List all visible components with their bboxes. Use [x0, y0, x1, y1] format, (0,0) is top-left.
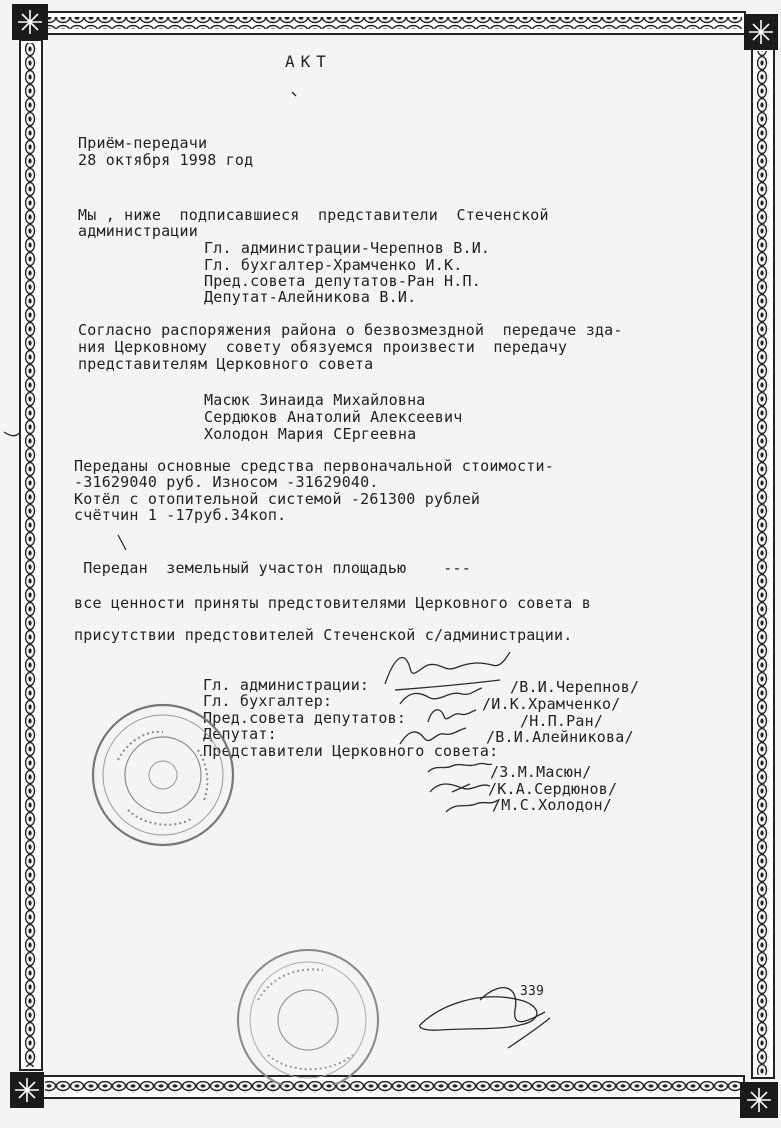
decree-line: ния Церковному совету обязуемся произвести передачу: [78, 338, 568, 356]
decree-line: представителям Церковного совета: [78, 355, 374, 373]
signature-name: /Н.П.Ран/: [520, 712, 604, 730]
signature-role: Гл. администрации:: [203, 676, 370, 694]
land-line: Передан земельный участон площадью ---: [74, 559, 471, 577]
signature-role: Депутат:: [203, 725, 277, 743]
official-line: Пред.совета депутатов-Ран Н.П.: [204, 272, 481, 290]
assets-line: -31629040 руб. Износом -31629040.: [74, 473, 379, 491]
values-line: присутствии предстовителей Стеченской с/администрации.: [74, 626, 573, 644]
document-date: 28 октября 1998 год: [78, 151, 254, 169]
document-title: АКТ: [285, 52, 332, 71]
official-line: Гл. администрации-Черепнов В.И.: [204, 239, 491, 257]
assets-line: Котёл с отопительной системой -261300 рублей: [74, 490, 481, 508]
intro-line: Мы , ниже подписавшиеся представители Стеченской: [78, 206, 549, 224]
official-stamp: [88, 700, 238, 850]
council-signature-name: /М.С.Холодон/: [492, 796, 612, 814]
decree-line: Согласно распоряжения района о безвозмездной передаче зда-: [78, 321, 623, 339]
signature-name: /И.К.Храмченко/: [482, 695, 621, 713]
signature-name: /В.И.Черепнов/: [510, 678, 640, 696]
council-member: Холодон Мария СЕргеевна: [204, 425, 417, 443]
values-line: все ценности приняты предстовителями Церковного совета в: [74, 594, 591, 612]
official-stamp: [228, 945, 388, 1085]
council-signature-name: /З.М.Масюн/: [490, 763, 592, 781]
council-member: Сердюков Анатолий Алексеевич: [204, 408, 463, 426]
council-signature-name: /К.А.Сердюнов/: [488, 780, 618, 798]
document-subtitle: Приём-передачи: [78, 134, 208, 152]
archive-mark: 339: [520, 984, 545, 999]
signature-role: Пред.совета депутатов:: [203, 709, 407, 727]
council-member: Масюк Зинаида Михайловна: [204, 391, 426, 409]
signature-role: Гл. бухгалтер:: [203, 692, 333, 710]
council-heading: Представители Церковного совета:: [203, 742, 499, 760]
intro-line: администрации: [78, 222, 198, 240]
assets-line: счётчин 1 -17руб.34коп.: [74, 506, 287, 524]
assets-line: Переданы основные средства первоначальной стоимости-: [74, 457, 554, 475]
official-line: Гл. бухгалтер-Храмченко И.К.: [204, 256, 463, 274]
signature-name: /В.И.Алейникова/: [486, 728, 634, 746]
official-line: Депутат-Алейникова В.И.: [204, 288, 417, 306]
